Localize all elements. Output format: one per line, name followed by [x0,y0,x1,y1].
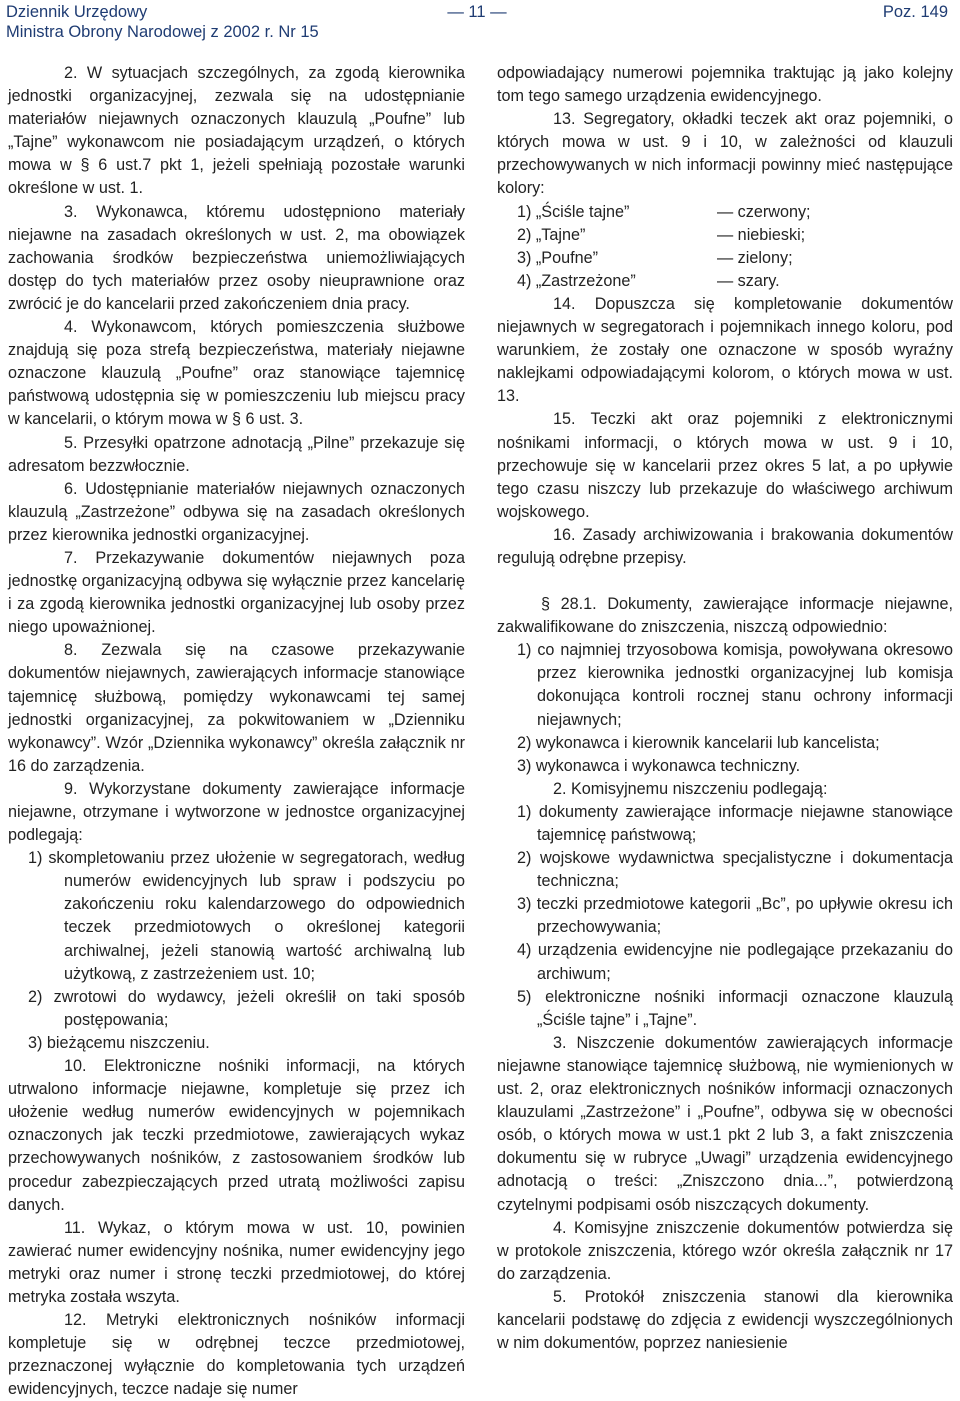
color-label: 4) „Zastrzeżone” [517,271,636,290]
right-column [497,62,953,1355]
list-item: 3) teczki przedmiotowe kategorii „Bc”, po upływie okresu ich przechowywania; [517,895,953,937]
paragraph: odpowiadający numerowi pojemnika traktując ją jako kolejny tom tego samego urządzenia ewidencyjnego. [497,64,953,106]
list-item: 1) co najmniej trzyosobowa komisja, powoływana okresowo przez kierownika jednostki organizacyjnej lub komisja dokonująca kontroli rocznej stanu ochrony informacji niejawnych; [517,641,953,729]
color-value: — niebieski; [717,225,806,244]
journal-title: Dziennik Urzędowy [6,3,148,21]
paragraph: 9. Wykorzystane dokumenty zawierające informacje niejawne, otrzymane i wytworzone w jednostce organizacyjnej podlegają: [8,779,465,845]
list-item: 3) wykonawca i wykonawca techniczny. [517,756,801,775]
paragraph: 10. Elektroniczne nośniki informacji, na których utrwalono informacje niejawne, kompletuje się przez ich ułożenie według numerów ewidencyjnych w pojemnikach oznaczonych jak teczki przedmiotowe, zawierających wykaz przechowywanych nośników, z zastosowaniem środków lub procedur zabezpieczających przed utratą możliwości zapisu danych. [8,1057,465,1214]
position-number: Poz. 149 [882,3,948,21]
paragraph: 16. Zasady archiwizowania i brakowania dokumentów regulują odrębne przepisy. [497,525,953,567]
color-value: — zielony; [717,248,793,267]
paragraph: 3. Niszczenie dokumentów zawierających informacje niejawne stanowiące tajemnicę służbową, nie wymienionych w ust. 2, oraz elektronicznych nośników informacji oznaczonych klauzulami „Zastrzeżone” i „Poufne”, odbywa się w obecności osób, o których mowa w ust.1 pkt 2 lub 3, a fakt zniszczenia dokumentu się w rubryce „Uwagi” urządzenia ewidencyjnego adnotacją o treści: „Zniszczono dnia...”, potwierdzoną czytelnymi podpisami osób niszczących dokumenty. [497,1033,953,1214]
list-item: 2) wojskowe wydawnictwa specjalistyczne i dokumentacja techniczna; [517,849,953,891]
paragraph: 13. Segregatory, okładki teczek akt oraz pojemniki, o których mowa w ust. 9 i 10, w zależności od klauzuli przechowywanych w nich informacji powinny mieć następujące kolory: [497,110,953,198]
left-column [8,62,465,1401]
color-value: — czerwony; [717,202,811,221]
paragraph: 2. W sytuacjach szczególnych, za zgodą kierownika jednostki organizacyjnej, zezwala się na udostępnianie materiałów niejawnych oznaczonych klauzulą „Poufne” lub „Tajne” wykonawcom nie posiadającym urządzeń, o których mowa w § 6 ust.7 pkt 1, jeżeli spełniają pozostałe warunki określone w ust. 1. [8,64,465,198]
list-item: 4) urządzenia ewidencyjne nie podlegające przekazaniu do archiwum; [517,941,953,983]
paragraph: 5. Przesyłki opatrzone adnotacją „Pilne” przekazuje się adresatom bezzwłocznie. [8,433,465,475]
color-value: — szary. [717,271,780,290]
paragraph: 11. Wykaz, o którym mowa w ust. 10, powinien zawierać numer ewidencyjny nośnika, numer ewidencyjny jego metryki oraz numer i stronę teczki przedmiotowej, do której metryka została wszyta. [8,1218,465,1306]
list-item: 2) zwrotowi do wydawcy, jeżeli określił on taki sposób postępowania; [28,987,465,1029]
paragraph: 4. Komisyjne zniszczenie dokumentów potwierdza się w protokole zniszczenia, którego wzór określa załącznik nr 17 do zarządzenia. [497,1218,953,1283]
ministry-title: Ministra Obrony Narodowej z 2002 r. Nr 15 [6,23,319,41]
color-label: 2) „Tajne” [517,225,586,244]
paragraph: 7. Przekazywanie dokumentów niejawnych poza jednostkę organizacyjną odbywa się wyłącznie przez kancelarię i za zgodą kierownika jednostki organizacyjnej lub osoby przez niego upoważnionej. [8,548,465,637]
list-item: 1) skompletowaniu przez ułożenie w segregatorach, według numerów ewidencyjnych lub spraw i podszyciu po zakończeniu roku kalendarzowego do odpowiednich teczek przedmiotowych o określonej kategorii archiwalnej, jeżeli stanowią wartość archiwalną lub użytkową, z zastrzeżeniem ust. 10; [28,849,465,983]
section-paragraph: § 28.1. Dokumenty, zawierające informacje niejawne, zakwalifikowane do zniszczenia, niszczą odpowiednio: [497,595,953,637]
list-item: 5) elektroniczne nośniki informacji oznaczone klauzulą „Ściśle tajne” i „Tajne”. [517,987,953,1029]
paragraph: 5. Protokół zniszczenia stanowi dla kierownika kancelarii podstawę do zdjęcia z ewidencji wyszczególnionych w nim dokumentów, poprzez naniesienie [497,1287,953,1353]
color-label: 1) „Ściśle tajne” [517,202,630,221]
paragraph: 2. Komisyjnemu niszczeniu podlegają: [553,779,828,798]
paragraph: 15. Teczki akt oraz pojemniki z elektronicznymi nośnikami informacji, o których mowa w ust. 9 i 10, przechowuje się w kancelarii przez okres 5 lat, a po upływie tego czasu niszczy lub przekazuje do właściwego archiwum wojskowego. [497,410,953,521]
paragraph: 4. Wykonawcom, których pomieszczenia służbowe znajdują się poza strefą bezpieczeństwa, materiały niejawne oznaczone klauzulą „Poufne” oraz stanowiące tajemnicę państwową udostępnia się w pomieszczeniu lub miejscu pracy w kancelarii, o którym mowa w § 6 ust. 3. [8,318,465,429]
paragraph: 3. Wykonawca, któremu udostępniono materiały niejawne na zasadach określonych w ust. 2, ma obowiązek zachowania środków bezpieczeństwa uniemożliwiających dostęp do tych materiałów przez osoby nieuprawnione oraz zwrócić je do kancelarii przed zakończeniem dnia pracy. [8,202,465,313]
color-label: 3) „Poufne” [517,248,598,267]
list-item: 3) bieżącemu niszczeniu. [28,1033,210,1052]
page-number: — 11 — [447,3,507,21]
paragraph: 6. Udostępnianie materiałów niejawnych oznaczonych klauzulą „Zastrzeżone” odbywa się na zasadach określonych przez kierownika jednostki organizacyjnej. [8,479,465,544]
list-item: 1) dokumenty zawierające informacje niejawne stanowiące tajemnicę państwową; [517,802,953,844]
paragraph: 8. Zezwala się na czasowe przekazywanie dokumentów niejawnych, zawierających informacje stanowiące tajemnicę służbową, pomiędzy wykonawcami tej samej jednostki organizacyjnej, za pokwitowaniem w „Dzienniku wykonawcy”. Wzór „Dziennika wykonawcy” określa załącznik nr 16 do zarządzenia. [8,641,465,775]
color-list [497,201,953,293]
list-item: 2) wykonawca i kierownik kancelarii lub kancelista; [517,733,880,752]
page-header [6,2,948,46]
paragraph: 14. Dopuszcza się kompletowanie dokumentów niejawnych w segregatorach i pojemnikach innego koloru, pod warunkiem, że zostały one oznaczone w sposób wyraźny naklejkami odpowiadającymi kolorom, o których mowa w ust. 13. [497,294,953,406]
paragraph: 12. Metryki elektronicznych nośników informacji kompletuje się w odrębnej teczce przedmiotowej, przeznaczonej wyłącznie do kompletowania tych urządzeń ewidencyjnych, teczce nadaje się numer [8,1311,465,1399]
